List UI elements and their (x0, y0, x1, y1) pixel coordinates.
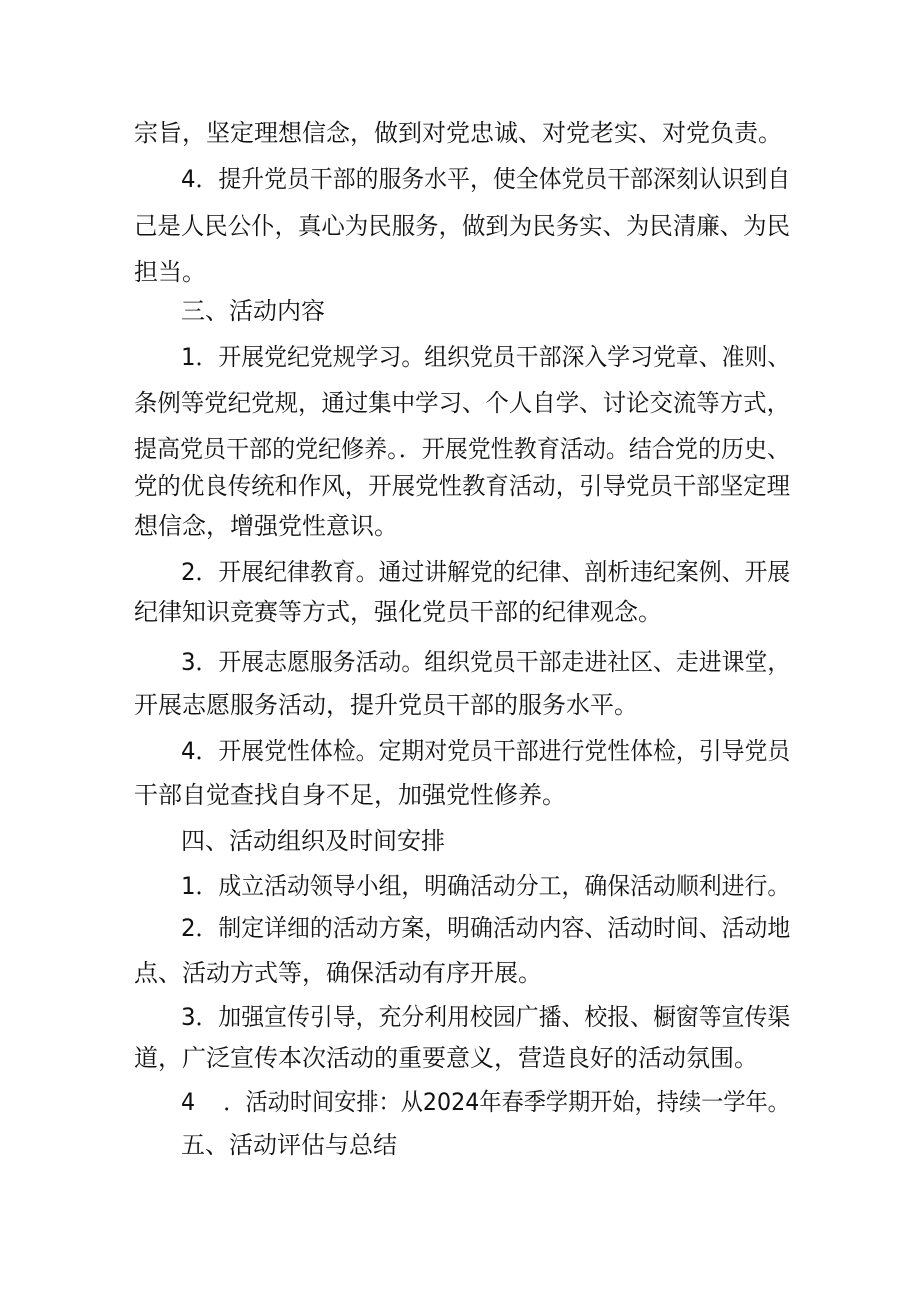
text-line: 点、活动方式等，确保活动有序开展。 (134, 959, 542, 987)
text-line: 1．开展党纪党规学习。组织党员干部深入学习党章、准则、 (181, 343, 791, 371)
text-line: 宗旨，坚定理想信念，做到对党忠诚、对党老实、对党负责。 (134, 119, 782, 147)
text-line: 道，广泛宣传本次活动的重要意义，营造良好的活动氛围。 (134, 1044, 758, 1072)
text-line: 条例等党纪党规，通过集中学习、个人自学、讨论交流等方式， (134, 389, 791, 417)
text-line: 2．开展纪律教育。通过讲解党的纪律、剖析违纪案例、开展 (181, 558, 791, 586)
text-line: 1．成立活动领导小组，明确活动分工，确保活动顺利进行。 (181, 872, 791, 900)
text-line: 担当。 (134, 258, 206, 286)
section-heading: 四、活动组织及时间安排 (181, 827, 445, 855)
text-line: 3．开展志愿服务活动。组织党员干部走进社区、走进课堂， (181, 648, 791, 676)
text-line: 4．开展党性体检。定期对党员干部进行党性体检，引导党员 (181, 737, 791, 765)
text-line: 纪律知识竞赛等方式，强化党员干部的纪律观念。 (134, 598, 662, 626)
text-line: 4．提升党员干部的服务水平，使全体党员干部深刻认识到自 (181, 165, 791, 193)
text-line: 想信念，增强党性意识。 (134, 512, 398, 540)
text-line: 2．制定详细的活动方案，明确活动内容、活动时间、活动地 (181, 914, 791, 942)
section-heading: 五、活动评估与总结 (181, 1131, 397, 1159)
text-line: 开展志愿服务活动，提升党员干部的服务水平。 (134, 691, 638, 719)
text-line: 3．加强宣传引导，充分利用校园广播、校报、橱窗等宣传渠 (181, 1003, 791, 1031)
text-line: 4 ．活动时间安排：从2024年春季学期开始，持续一学年。 (181, 1088, 790, 1116)
text-line: 提高党员干部的党纪修养。．开展党性教育活动。结合党的历史、 (134, 435, 791, 463)
text-line: 己是人民公仆，真心为民服务，做到为民务实、为民清廉、为民 (134, 212, 791, 240)
text-line: 党的优良传统和作风，开展党性教育活动，引导党员干部坚定理 (134, 472, 791, 500)
text-line: 干部自觉查找自身不足，加强党性修养。 (134, 781, 566, 809)
section-heading: 三、活动内容 (181, 297, 325, 325)
